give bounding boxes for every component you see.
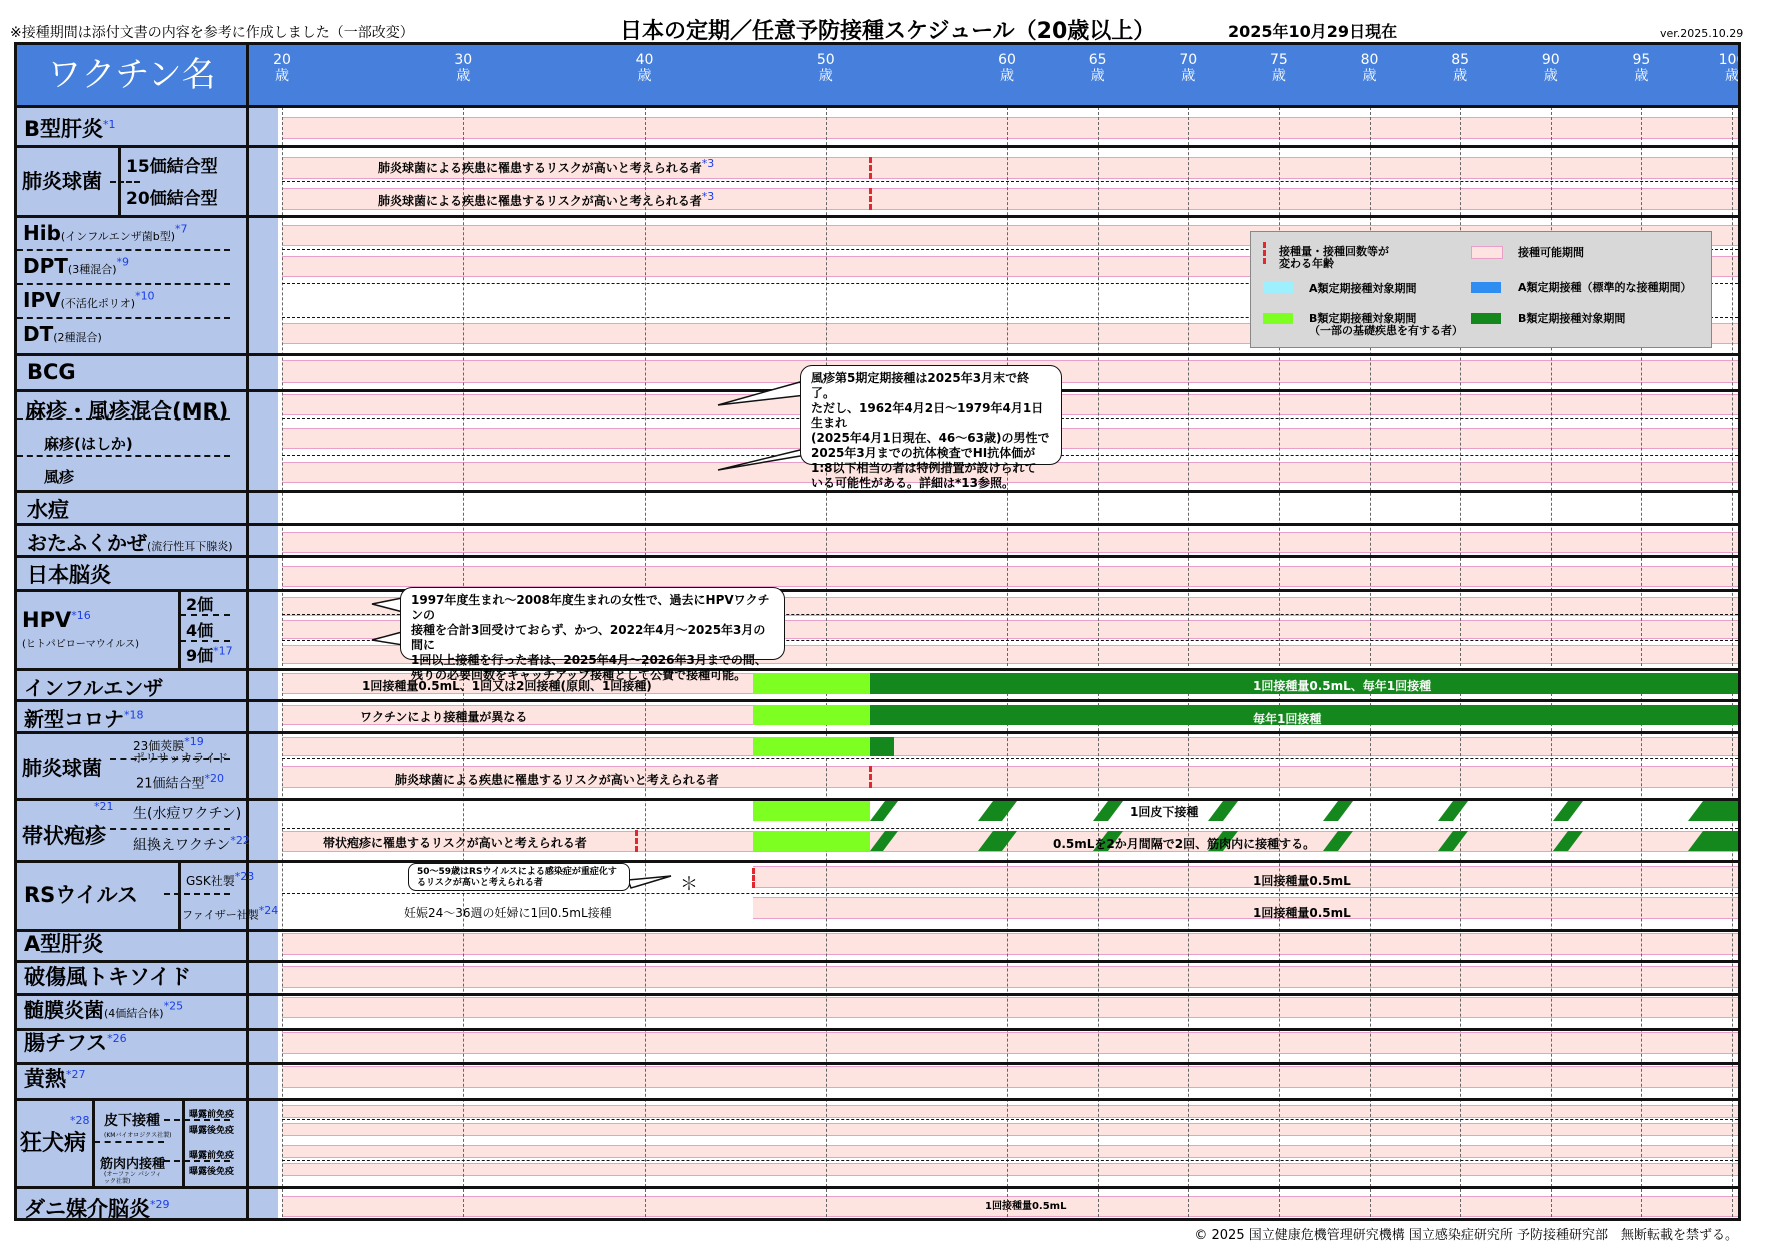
legend-b-risk: B類定期接種対象期間 （一部の基礎疾患を有する者） <box>1309 312 1463 337</box>
label-flu: インフルエンザ <box>24 676 164 700</box>
legend-change-age: 接種量・接種回数等が 変わる年齢 <box>1279 245 1389 270</box>
legend-a-target: A類定期接種対象期間 <box>1309 282 1417 295</box>
chart-frame <box>14 42 1741 1221</box>
label-pneumo-ps: 肺炎球菌 <box>22 756 102 780</box>
label-rabies-sc-pre: 曝露前免疫 <box>189 1110 235 1120</box>
age-tick-50: 50 歳 <box>816 52 835 84</box>
label-tbe: ダニ媒介脳炎$^{*29}$ <box>24 1197 170 1221</box>
label-zoster-rzv: 組換えワクチン$^{*22}$ <box>133 834 250 854</box>
age-tick-95: 95 歳 <box>1632 52 1651 84</box>
rsv-callout: 50～59歳はRSウイルスによる感染症が重症化するリスクが高いと考えられる者 <box>408 863 630 891</box>
label-rabies-sc-post: 曝露後免疫 <box>189 1126 235 1136</box>
page-title: 日本の定期／任意予防接種スケジュール（20歳以上） <box>620 19 1156 44</box>
footer-copyright: © 2025 国立健康危機管理研究機構 国立感染症研究所 予防接種研究部 無断転載を禁ずる。 <box>1194 1228 1738 1243</box>
label-zoster: 帯状疱疹 <box>22 824 106 848</box>
rsv-pfizer-note-2: 1回接種量0.5mL <box>1253 906 1351 920</box>
age-tick-80: 80 歳 <box>1360 52 1379 84</box>
label-measles: 麻疹(はしか) <box>44 435 133 453</box>
mr-callout-line: いる可能性がある。詳細は*13参照。 <box>811 476 1014 490</box>
label-hib: Hib(インフルエンザ菌b型)$^{*7}$ <box>23 221 188 245</box>
rsv-gsk-note: 1回接種量0.5mL <box>1253 874 1351 888</box>
label-mumps: おたふくかぜ(流行性耳下腺炎) <box>27 531 233 555</box>
label-yf: 黄熱$^{*27}$ <box>24 1067 86 1091</box>
flu-note-1: 1回接種量0.5mL、1回又は2回接種(原則、1回接種) <box>362 679 652 693</box>
age-tick-65: 65 歳 <box>1088 52 1107 84</box>
label-ppsv23: 23価莢膜*19 ポリサッカライド <box>133 735 229 765</box>
zoster-live-note: 1回皮下接種 <box>1130 805 1199 819</box>
label-rabies-ref: *28 <box>70 1114 90 1127</box>
tbe-note: 1回接種量0.5mL <box>985 1201 1067 1212</box>
as-of-date: 2025年10月29日現在 <box>1228 22 1398 41</box>
label-zoster-ref: *21 <box>94 800 114 813</box>
label-rabies-im-sub: (オーファン パシフィック社製) <box>104 1171 162 1185</box>
mr-callout-line: 2025年3月までの抗体検査でHI抗体価が <box>811 446 1036 460</box>
label-pcv20: 20価結合型 <box>126 189 218 209</box>
mr-callout-line: ただし、1962年4月2日～1979年4月1日生まれ <box>811 401 1044 430</box>
label-rabies-sc-sub: (KMバイオロジクス社製) <box>104 1132 172 1139</box>
label-tetanus: 破傷風トキソイド <box>24 965 191 989</box>
age-tick-70: 70 歳 <box>1179 52 1198 84</box>
label-rabies-sc: 皮下接種 <box>104 1113 160 1129</box>
mr-callout-line: 風疹第5期定期接種は2025年3月末で終了。 <box>811 371 1030 400</box>
mr-callout-line: (2025年4月1日現在、46～63歳)の男性で <box>811 431 1050 445</box>
header-note: ※接種期間は添付文書の内容を参考に作成しました（一部改変） <box>10 25 414 41</box>
label-rubella: 風疹 <box>44 468 75 486</box>
age-tick-75: 75 歳 <box>1269 52 1288 84</box>
vaccine-name-header: ワクチン名 <box>47 55 216 95</box>
label-rabies-im-post: 曝露後免疫 <box>189 1167 235 1177</box>
label-varicella: 水痘 <box>27 498 69 522</box>
label-hpv2: 2価 <box>186 595 214 614</box>
label-pcv15: 15価結合型 <box>126 157 218 177</box>
legend-b-target: B類定期接種対象期間 <box>1518 312 1626 325</box>
version-label: ver.2025.10.29 <box>1660 27 1744 40</box>
pcv20-note: 肺炎球菌による疾患に罹患するリスクが高いと考えられる者*3 <box>378 190 715 208</box>
pcv15-note: 肺炎球菌による疾患に罹患するリスクが高いと考えられる者*3 <box>378 157 715 175</box>
age-tick-20: 20 歳 <box>273 52 291 84</box>
label-zoster-live: 生(水痘ワクチン) <box>133 806 242 822</box>
legend-a-standard: A類定期接種（標準的な接種期間） <box>1518 281 1692 294</box>
label-hepa: A型肝炎 <box>24 932 104 956</box>
label-dpt: DPT(3種混合)$^{*9}$ <box>23 254 129 278</box>
label-rabies-im-pre: 曝露前免疫 <box>189 1151 235 1161</box>
pcv21-note: 肺炎球菌による疾患に罹患するリスクが高いと考えられる者 <box>395 773 719 787</box>
rsv-star: ＊ <box>680 874 698 895</box>
age-tick-90: 90 歳 <box>1541 52 1560 84</box>
label-rsv-pfizer: ファイザー社製*24 <box>182 904 279 922</box>
covid-note-1: ワクチンにより接種量が異なる <box>360 710 528 724</box>
label-pcv21: 21価結合型$^{*20}$ <box>136 772 225 792</box>
hpv-callout-line: 1997年度生まれ～2008年度生まれの女性で、過去にHPVワクチンの <box>411 593 770 622</box>
label-hepb: B型肝炎$^{*1}$ <box>24 117 116 141</box>
label-mening: 髄膜炎菌(4価結合体)$^{*25}$ <box>24 998 184 1022</box>
hpv-callout-line: 1回以上接種を行った者は、2025年4月～2026年3月までの間、 <box>411 653 767 667</box>
label-rsv-gsk: GSK社製*23 <box>186 870 255 888</box>
age-tick-85: 85 歳 <box>1451 52 1470 84</box>
hpv-callout-line: 接種を合計3回受けておらず、かつ、2022年4月～2025年3月の間に <box>411 623 766 652</box>
legend-possible: 接種可能期間 <box>1518 246 1584 259</box>
label-je: 日本脳炎 <box>27 563 111 587</box>
label-covid: 新型コロナ$^{*18}$ <box>24 707 144 731</box>
label-rabies-im: 筋肉内接種 <box>100 1157 166 1172</box>
label-dt: DT(2種混合) <box>23 322 102 346</box>
label-typhoid: 腸チフス$^{*26}$ <box>24 1031 127 1055</box>
label-hpv-sub: (ヒトパピローマウイルス) <box>22 639 140 650</box>
label-pneumo-conj: 肺炎球菌 <box>22 169 102 193</box>
age-tick-100: 100 歳 <box>1718 52 1746 84</box>
hpv-callout-line: 残りの必要回数をキャッチアップ接種として公費で接種可能。 <box>411 668 747 682</box>
label-hpv9: 9価$^{*17}$ <box>186 644 233 665</box>
age-tick-30: 30 歳 <box>454 52 473 84</box>
zoster-rzv-note-1: 帯状疱疹に罹患するリスクが高いと考えられる者 <box>323 836 587 850</box>
mr-callout-line: 1:8以下相当の者は特例措置が設けられて <box>811 461 1037 475</box>
age-tilde: ～ <box>1748 62 1762 78</box>
label-hpv4: 4価 <box>186 621 214 640</box>
label-hpv: HPV$^{*16}$ <box>22 608 91 632</box>
label-rsv: RSウイルス <box>24 883 139 907</box>
label-bcg: BCG <box>27 360 76 384</box>
label-rabies: 狂犬病 <box>20 1131 87 1156</box>
label-ipv: IPV(不活化ポリオ)$^{*10}$ <box>23 288 155 312</box>
rsv-pfizer-note-1: 妊娠24～36週の妊婦に1回0.5mL接種 <box>404 906 612 920</box>
age-tick-40: 40 歳 <box>635 52 654 84</box>
label-mr: 麻疹・風疹混合(MR) <box>25 399 229 423</box>
zoster-rzv-note-2: 0.5mLを2か月間隔で2回、筋肉内に接種する。 <box>1053 837 1316 851</box>
covid-note-2: 毎年1回接種 <box>1253 712 1322 726</box>
age-tick-60: 60 歳 <box>998 52 1016 84</box>
flu-note-2: 1回接種量0.5mL、毎年1回接種 <box>1253 679 1432 693</box>
